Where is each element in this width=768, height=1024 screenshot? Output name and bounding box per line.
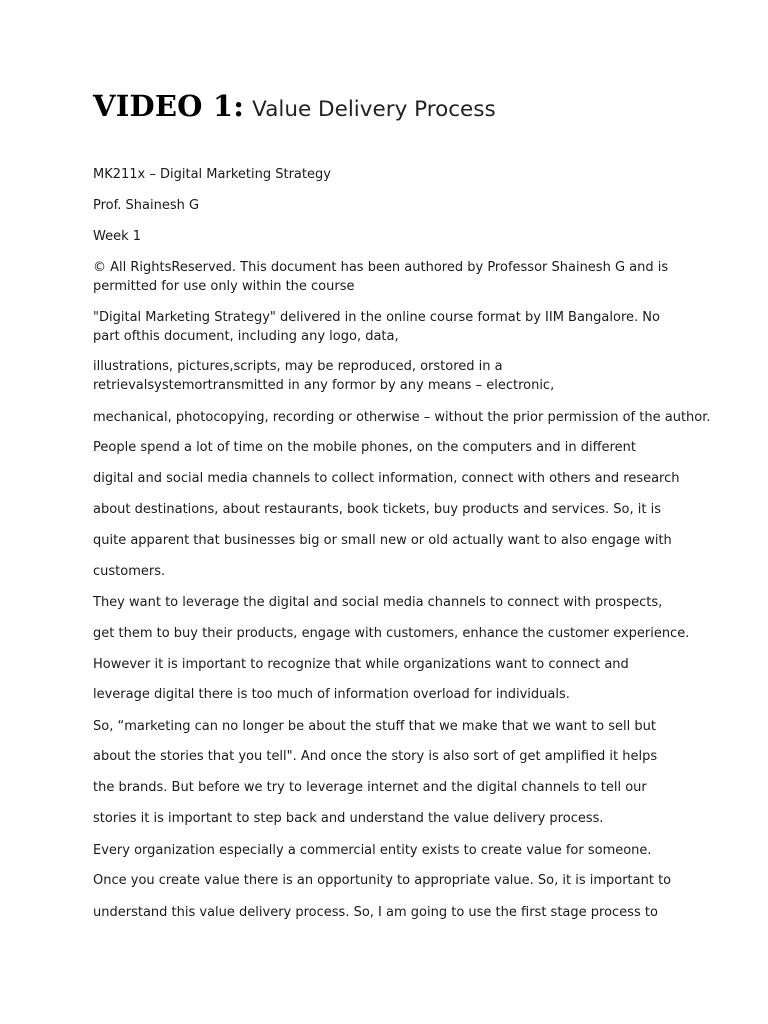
paragraph-line: quite apparent that businesses big or small new or old actually want to also engage with [93, 533, 672, 548]
week-line: Week 1 [93, 229, 142, 244]
title-label: VIDEO 1: [93, 89, 245, 123]
paragraph-line: illustrations, pictures,scripts, may be reproduced, orstored in a retrievalsystemortransmitted in any formor by any means – electronic, [93, 359, 555, 393]
paragraph-line: leverage digital there is too much of information overload for individuals. [93, 687, 570, 702]
paragraph-line: mechanical, photocopying, recording or otherwise – without the prior permission of the author. [93, 410, 711, 425]
title-subtitle: Value Delivery Process [252, 97, 496, 122]
document-page [93, 0, 711, 1024]
paragraph-line: about the stories that you tell". And once the story is also sort of get amplified it helps [93, 749, 658, 764]
page-title [93, 86, 496, 129]
paragraph-line: the brands. But before we try to leverage internet and the digital channels to tell our [93, 780, 647, 795]
paragraph-line: They want to leverage the digital and social media channels to connect with prospects, [93, 595, 663, 610]
paragraph-line: However it is important to recognize that while organizations want to connect and [93, 657, 629, 672]
paragraph-line: get them to buy their products, engage with customers, enhance the customer experience. [93, 626, 690, 641]
paragraph-line: understand this value delivery process. So, I am going to use the first stage process to [93, 905, 658, 920]
paragraph-line: "Digital Marketing Strategy" delivered in the online course format by IIM Bangalore. No part ofthis document, including any logo, data, [93, 310, 660, 344]
paragraph-line: People spend a lot of time on the mobile phones, on the computers and in different [93, 440, 636, 455]
paragraph-line: customers. [93, 564, 166, 579]
paragraph-line: Once you create value there is an opportunity to appropriate value. So, it is important to [93, 873, 672, 888]
copyright-paragraph: © All RightsReserved. This document has been authored by Professor Shainesh G and is permitted for use only within the course [93, 260, 669, 294]
paragraph-line: Every organization especially a commercial entity exists to create value for someone. [93, 843, 652, 858]
paragraph-line: digital and social media channels to collect information, connect with others and research [93, 471, 680, 486]
paragraph-line: about destinations, about restaurants, book tickets, buy products and services. So, it is [93, 502, 661, 517]
paragraph-line: stories it is important to step back and understand the value delivery process. [93, 811, 604, 826]
course-line: MK211x – Digital Marketing Strategy [93, 167, 331, 182]
professor-line: Prof. Shainesh G [93, 198, 200, 213]
paragraph-line: So, “marketing can no longer be about the stuff that we make that we want to sell but [93, 719, 656, 734]
